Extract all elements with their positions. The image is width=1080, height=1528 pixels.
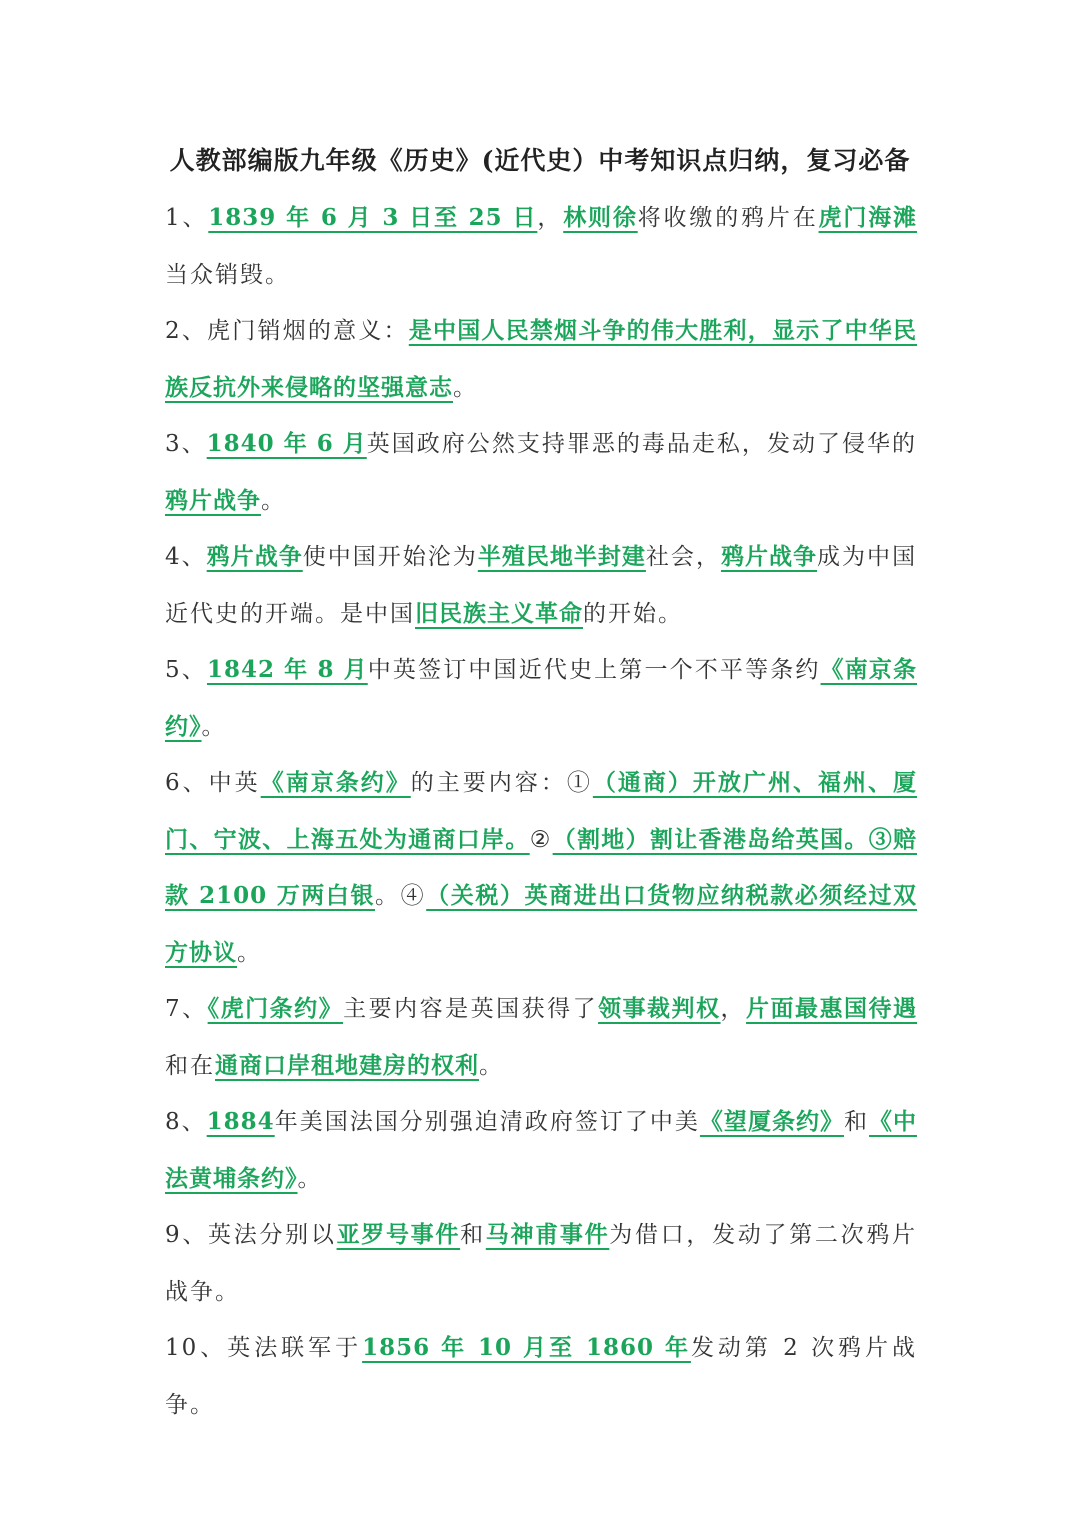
highlighted-keyword: （关税）英商进出口货物应纳税款必须经过双方协议 xyxy=(165,882,918,966)
body-text: 5、 xyxy=(165,657,207,683)
knowledge-point-item xyxy=(165,642,917,755)
highlighted-keyword: 1840 年 6 月 xyxy=(206,430,367,457)
body-text: 的开始。 xyxy=(583,600,683,627)
body-text: 和 xyxy=(844,1109,870,1135)
body-text: 2、虎门销烟的意义： xyxy=(165,318,409,344)
highlighted-keyword: 1842 年 8 月 xyxy=(206,656,368,683)
knowledge-point-item xyxy=(165,1320,917,1433)
body-text: 。 xyxy=(201,713,227,740)
body-text: 发动第 2 次鸦片战争。 xyxy=(165,1335,917,1418)
highlighted-keyword: 旧民族主义革命 xyxy=(415,599,583,627)
knowledge-point-item xyxy=(165,303,917,416)
body-text: 的主要内容：① xyxy=(410,770,593,796)
body-text: ② xyxy=(529,826,553,853)
body-text: 。 xyxy=(453,374,478,401)
body-text: 8、 xyxy=(165,1109,207,1135)
body-text: 。 xyxy=(261,487,286,514)
knowledge-point-item xyxy=(165,529,917,642)
highlighted-keyword: 《南京条约》 xyxy=(165,656,918,740)
highlighted-keyword: 1856 年 10 月至 1860 年 xyxy=(362,1334,691,1361)
body-text: 英国政府公然支持罪恶的毒品走私，发动了侵华的 xyxy=(366,431,918,457)
highlighted-keyword: （割地）割让香港岛给英国。③赔款 2100 万两白银 xyxy=(165,825,917,909)
body-text: 6、中英 xyxy=(165,770,261,796)
highlighted-keyword: 《中法黄埔条约》 xyxy=(165,1108,918,1192)
highlighted-keyword: 1884 xyxy=(206,1108,275,1135)
highlighted-keyword: 《虎门条约》 xyxy=(207,995,344,1022)
body-text: 3、 xyxy=(165,431,207,457)
body-text: 4、 xyxy=(165,544,207,570)
body-text: 主要内容是英国获得了 xyxy=(343,996,599,1022)
highlighted-keyword: 鸦片战争 xyxy=(206,543,303,570)
highlighted-keyword: 是中国人民禁烟斗争的伟大胜利，显示了中华民族反抗外来侵略的坚强意志 xyxy=(165,317,918,401)
body-text: 。 xyxy=(297,1165,323,1192)
body-text: 将收缴的鸦片在 xyxy=(637,205,819,231)
highlighted-keyword: （通商）开放广州、福州、厦门、宁波、上海五处为通商口岸。 xyxy=(165,769,918,853)
body-text: 年美国法国分别强迫清政府签订了中美 xyxy=(274,1109,700,1135)
body-text: 。④ xyxy=(375,883,427,909)
knowledge-point-item xyxy=(165,755,917,981)
document-title: 人教部编版九年级《历史》(近代史）中考知识点归纳，复习必备 xyxy=(169,146,911,175)
body-text: 。 xyxy=(237,939,262,966)
body-text: 中英签订中国近代史上第一个不平等条约 xyxy=(367,657,821,683)
body-text: 1、 xyxy=(165,205,209,231)
body-text: 10、英法联军于 xyxy=(165,1335,363,1361)
highlighted-keyword: 1839 年 6 月 3 日至 25 日 xyxy=(208,204,538,231)
knowledge-point-item xyxy=(165,1094,917,1207)
highlighted-keyword: 虎门海滩 xyxy=(818,204,918,231)
knowledge-point-item xyxy=(165,190,917,303)
highlighted-keyword: 半殖民地半封建 xyxy=(477,543,646,570)
knowledge-point-item xyxy=(165,981,917,1094)
knowledge-point-item xyxy=(165,416,917,529)
highlighted-keyword: 通商口岸租地建房的权利 xyxy=(215,1051,479,1079)
highlighted-keyword: 鸦片战争 xyxy=(165,486,261,514)
highlighted-keyword: 林则徐 xyxy=(563,204,638,231)
body-text: 和 xyxy=(460,1222,486,1248)
body-text: 社会， xyxy=(645,544,721,570)
body-text: 当众销毁。 xyxy=(165,261,290,288)
highlighted-keyword: 《南京条约》 xyxy=(260,769,411,796)
highlighted-keyword: 片面最惠国待遇 xyxy=(746,995,918,1022)
body-text: ， xyxy=(720,996,747,1022)
knowledge-point-list xyxy=(165,190,917,1433)
body-text: 。 xyxy=(479,1052,504,1079)
body-text: 和在 xyxy=(165,1052,215,1079)
highlighted-keyword: 马神甫事件 xyxy=(485,1221,610,1248)
highlighted-keyword: 《望厦条约》 xyxy=(699,1108,844,1135)
body-text: ， xyxy=(537,205,564,231)
body-text: 使中国开始沦为 xyxy=(302,544,478,570)
highlighted-keyword: 鸦片战争 xyxy=(720,543,818,570)
knowledge-point-item xyxy=(165,1207,917,1320)
body-text: 9、英法分别以 xyxy=(165,1222,337,1248)
body-text: 7、 xyxy=(165,996,208,1022)
highlighted-keyword: 领事裁判权 xyxy=(598,995,721,1022)
body-text: 为借口，发动了第二次鸦片战争。 xyxy=(165,1222,918,1305)
body-text: 成为中国近代史的开端。是中国 xyxy=(165,544,918,627)
highlighted-keyword: 亚罗号事件 xyxy=(336,1221,461,1248)
